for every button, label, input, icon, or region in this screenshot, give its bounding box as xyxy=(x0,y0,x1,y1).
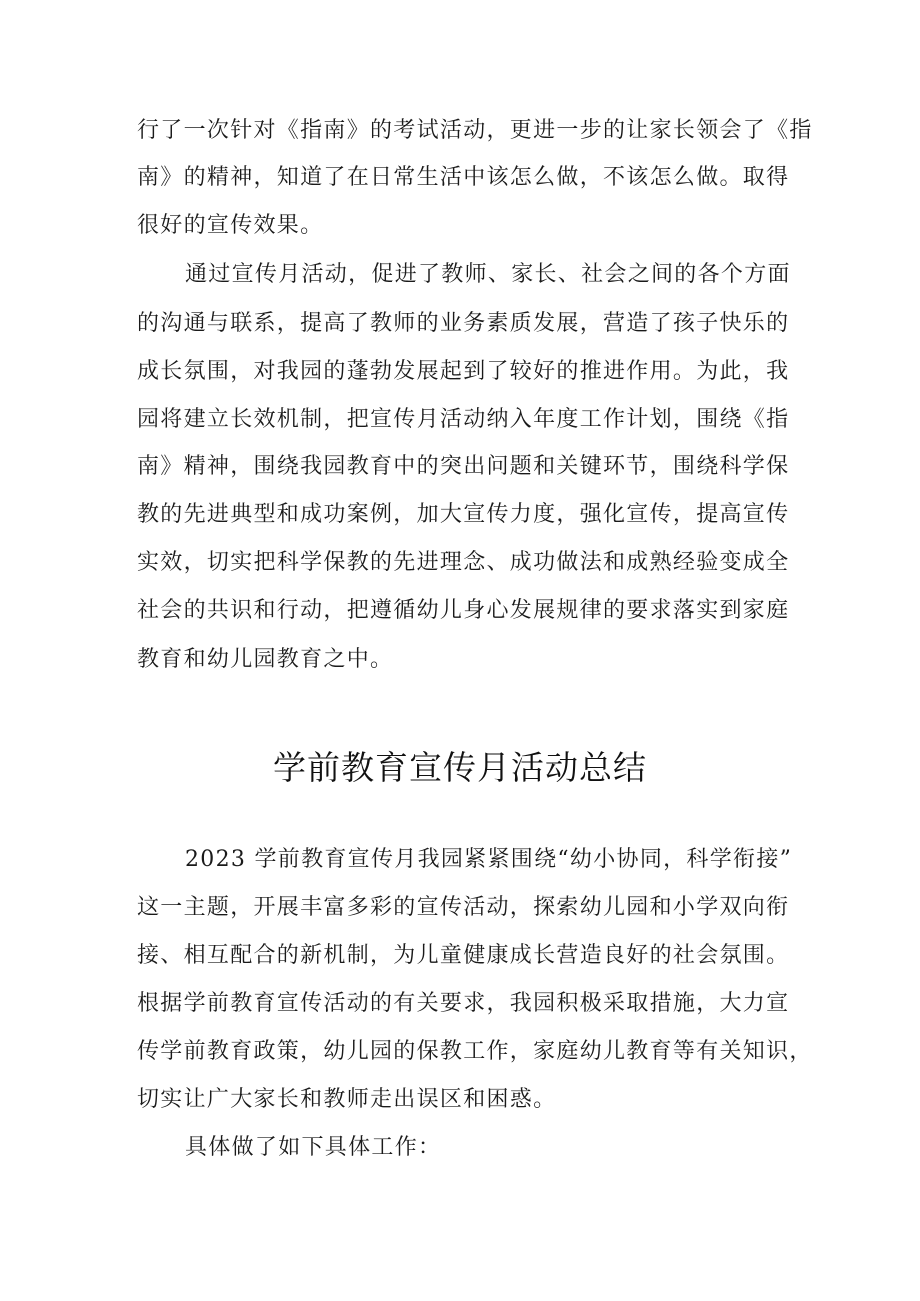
paragraph-2-line-1: 通过宣传月活动，促进了教师、家长、社会之间的各个方面 xyxy=(185,262,791,287)
paragraph-3-line-5: 传学前教育政策，幼儿园的保教工作，家庭幼儿教育等有关知识， xyxy=(137,1039,813,1064)
paragraph-2-line-7: 实效，切实把科学保教的先进理念、成功做法和成熟经验变成全 xyxy=(137,550,790,575)
paragraph-3-line-4: 根据学前教育宣传活动的有关要求，我园积极采取措施，大力宣 xyxy=(137,991,790,1016)
paragraph-4-line-1: 具体做了如下具体工作： xyxy=(185,1135,442,1160)
paragraph-1-line-3: 很好的宣传效果。 xyxy=(137,213,324,238)
paragraph-3-line-3: 接、相互配合的新机制，为儿童健康成长营造良好的社会氛围。 xyxy=(137,943,790,968)
paragraph-2-line-3: 成长氛围，对我园的蓬勃发展起到了较好的推进作用。为此，我 xyxy=(137,359,790,384)
paragraph-2-line-9: 教育和幼儿园教育之中。 xyxy=(137,647,394,672)
paragraph-2-line-4: 园将建立长效机制，把宣传月活动纳入年度工作计划，围绕《指 xyxy=(137,407,790,432)
paragraph-1-line-1: 行了一次针对《指南》的考试活动，更进一步的让家长领会了《指 xyxy=(137,118,813,143)
paragraph-2-line-8: 社会的共识和行动，把遵循幼儿身心发展规律的要求落实到家庭 xyxy=(137,598,790,623)
paragraph-2-line-5: 南》精神，围绕我园教育中的突出问题和关键环节，围绕科学保 xyxy=(137,454,790,479)
paragraph-2-line-2: 的沟通与联系，提高了教师的业务素质发展，营造了孩子快乐的 xyxy=(137,311,790,336)
section-title: 学前教育宣传月活动总结 xyxy=(273,748,647,787)
paragraph-3-line-6: 切实让广大家长和教师走出误区和困惑。 xyxy=(137,1087,557,1112)
paragraph-3-line-1: 2023 学前教育宣传月我园紧紧围绕“幼小协同，科学衔接” xyxy=(185,847,793,872)
paragraph-2-line-6: 教的先进典型和成功案例，加大宣传力度，强化宣传，提高宣传 xyxy=(137,502,790,527)
paragraph-1-line-2: 南》的精神，知道了在日常生活中该怎么做，不该怎么做。取得 xyxy=(137,165,790,190)
paragraph-3-line-2: 这一主题，开展丰富多彩的宣传活动，探索幼儿园和小学双向衔 xyxy=(137,895,790,920)
